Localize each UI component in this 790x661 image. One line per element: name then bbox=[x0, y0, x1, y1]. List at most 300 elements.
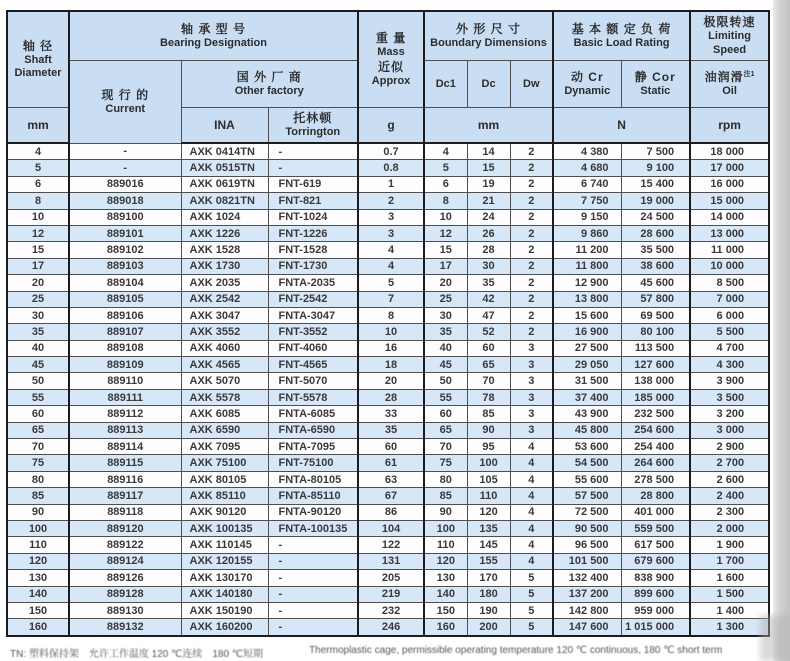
cell-dynamic-load: 29 050 bbox=[553, 357, 621, 373]
header-other-factory: 国 外 厂 商 Other factory bbox=[181, 61, 358, 108]
bearing-table bbox=[6, 10, 770, 637]
cell-ina-designation: AXK 110145 bbox=[181, 537, 268, 553]
header-basic-load-rating: 基 本 额 定 负 荷 Basic Load Rating bbox=[553, 11, 690, 61]
cell-torrington-designation: - bbox=[268, 160, 358, 176]
cell-dc: 21 bbox=[467, 193, 510, 209]
cell-static-load: 254 600 bbox=[621, 422, 690, 438]
cell-mass: 131 bbox=[358, 553, 424, 569]
cell-dc: 155 bbox=[467, 553, 510, 569]
cell-dynamic-load: 4 380 bbox=[553, 143, 621, 160]
table-row bbox=[7, 307, 769, 323]
footnote-left: TN: 塑料保持架 允许工作温度 120 ℃连续 180 ℃短期 bbox=[10, 649, 264, 660]
cell-mass: 28 bbox=[358, 389, 424, 405]
cell-current-designation: - bbox=[69, 143, 181, 160]
cell-torrington-designation: FNT-821 bbox=[268, 193, 358, 209]
cell-current-designation: 889018 bbox=[69, 193, 181, 209]
cell-dc1: 17 bbox=[424, 258, 467, 274]
unit-shaft-mm: mm bbox=[7, 108, 69, 144]
cell-torrington-designation: FNTA-90120 bbox=[268, 504, 358, 520]
cell-dynamic-load: 54 500 bbox=[553, 455, 621, 471]
cell-dc: 52 bbox=[467, 324, 510, 340]
cell-torrington-designation: FNTA-6085 bbox=[268, 406, 358, 422]
cell-current-designation: 889101 bbox=[69, 225, 181, 241]
cell-dw: 4 bbox=[510, 520, 553, 536]
cell-current-designation: 889128 bbox=[69, 586, 181, 602]
cell-static-load: 899 600 bbox=[621, 586, 690, 602]
cell-mass: 86 bbox=[358, 504, 424, 520]
cell-static-load: 127 600 bbox=[621, 357, 690, 373]
cell-shaft-diameter: 10 bbox=[7, 209, 69, 225]
cell-ina-designation: AXK 6590 bbox=[181, 422, 268, 438]
cell-torrington-designation: FNTA-7095 bbox=[268, 439, 358, 455]
cell-dw: 2 bbox=[510, 209, 553, 225]
cell-dynamic-load: 16 900 bbox=[553, 324, 621, 340]
table-row bbox=[7, 275, 769, 291]
cell-oil-speed: 3 200 bbox=[690, 406, 769, 422]
cell-dc: 19 bbox=[467, 176, 510, 192]
cell-shaft-diameter: 100 bbox=[7, 520, 69, 536]
cell-dw: 5 bbox=[510, 602, 553, 618]
cell-dc1: 12 bbox=[424, 225, 467, 241]
cell-static-load: 35 500 bbox=[621, 242, 690, 258]
cell-dc1: 15 bbox=[424, 242, 467, 258]
cell-dc1: 6 bbox=[424, 176, 467, 192]
cell-current-designation: 889132 bbox=[69, 619, 181, 636]
cell-dc: 95 bbox=[467, 439, 510, 455]
cell-shaft-diameter: 85 bbox=[7, 488, 69, 504]
cell-torrington-designation: - bbox=[268, 570, 358, 586]
cell-shaft-diameter: 20 bbox=[7, 275, 69, 291]
cell-shaft-diameter: 75 bbox=[7, 455, 69, 471]
cell-current-designation: 889112 bbox=[69, 406, 181, 422]
cell-oil-speed: 4 300 bbox=[690, 357, 769, 373]
cell-current-designation: 889117 bbox=[69, 488, 181, 504]
cell-dw: 3 bbox=[510, 357, 553, 373]
table-row bbox=[7, 455, 769, 471]
cell-mass: 61 bbox=[358, 455, 424, 471]
table-row bbox=[7, 471, 769, 487]
cell-oil-speed: 3 000 bbox=[690, 422, 769, 438]
cell-oil-speed: 8 500 bbox=[690, 275, 769, 291]
header-shaft-diameter: 轴 径 Shaft Diameter bbox=[7, 11, 69, 108]
cell-torrington-designation: FNTA-6590 bbox=[268, 422, 358, 438]
cell-mass: 3 bbox=[358, 225, 424, 241]
cell-dynamic-load: 11 200 bbox=[553, 242, 621, 258]
cell-dw: 2 bbox=[510, 225, 553, 241]
cell-dynamic-load: 27 500 bbox=[553, 340, 621, 356]
cell-dw: 3 bbox=[510, 340, 553, 356]
cell-oil-speed: 1 300 bbox=[690, 619, 769, 636]
cell-ina-designation: AXK 2035 bbox=[181, 275, 268, 291]
cell-dw: 4 bbox=[510, 537, 553, 553]
cell-torrington-designation: FNTA-3047 bbox=[268, 307, 358, 323]
cell-oil-speed: 2 400 bbox=[690, 488, 769, 504]
cell-ina-designation: AXK 7095 bbox=[181, 439, 268, 455]
cell-mass: 35 bbox=[358, 422, 424, 438]
cell-shaft-diameter: 65 bbox=[7, 422, 69, 438]
cell-torrington-designation: FNT-3552 bbox=[268, 324, 358, 340]
cell-ina-designation: AXK 0414TN bbox=[181, 143, 268, 160]
cell-dc: 24 bbox=[467, 209, 510, 225]
table-row bbox=[7, 176, 769, 192]
page-footnote bbox=[10, 645, 780, 660]
cell-shaft-diameter: 130 bbox=[7, 570, 69, 586]
cell-dw: 2 bbox=[510, 160, 553, 176]
cell-ina-designation: AXK 130170 bbox=[181, 570, 268, 586]
cell-dc: 110 bbox=[467, 488, 510, 504]
cell-torrington-designation: FNT-1730 bbox=[268, 258, 358, 274]
cell-oil-speed: 2 700 bbox=[690, 455, 769, 471]
cell-dc: 145 bbox=[467, 537, 510, 553]
cell-dw: 4 bbox=[510, 488, 553, 504]
cell-dc: 105 bbox=[467, 471, 510, 487]
cell-mass: 7 bbox=[358, 291, 424, 307]
cell-dc: 78 bbox=[467, 389, 510, 405]
cell-mass: 5 bbox=[358, 275, 424, 291]
cell-torrington-designation: - bbox=[268, 586, 358, 602]
cell-dynamic-load: 90 500 bbox=[553, 520, 621, 536]
cell-torrington-designation: FNTA-80105 bbox=[268, 471, 358, 487]
cell-static-load: 1 015 000 bbox=[621, 619, 690, 636]
cell-dc: 120 bbox=[467, 504, 510, 520]
cell-shaft-diameter: 55 bbox=[7, 389, 69, 405]
cell-oil-speed: 10 000 bbox=[690, 258, 769, 274]
cell-dc1: 90 bbox=[424, 504, 467, 520]
cell-dc1: 20 bbox=[424, 275, 467, 291]
cell-ina-designation: AXK 1024 bbox=[181, 209, 268, 225]
cell-oil-speed: 15 000 bbox=[690, 193, 769, 209]
cell-oil-speed: 2 600 bbox=[690, 471, 769, 487]
cell-torrington-designation: FNT-1024 bbox=[268, 209, 358, 225]
cell-dc1: 40 bbox=[424, 340, 467, 356]
cell-oil-speed: 1 500 bbox=[690, 586, 769, 602]
cell-dc: 65 bbox=[467, 357, 510, 373]
cell-mass: 0.7 bbox=[358, 143, 424, 160]
cell-dc: 90 bbox=[467, 422, 510, 438]
cell-dw: 4 bbox=[510, 504, 553, 520]
cell-dc: 47 bbox=[467, 307, 510, 323]
table-row bbox=[7, 160, 769, 176]
table-row bbox=[7, 488, 769, 504]
table-row bbox=[7, 504, 769, 520]
cell-ina-designation: AXK 4060 bbox=[181, 340, 268, 356]
cell-current-designation: 889105 bbox=[69, 291, 181, 307]
cell-oil-speed: 1 600 bbox=[690, 570, 769, 586]
cell-dynamic-load: 72 500 bbox=[553, 504, 621, 520]
cell-dc1: 75 bbox=[424, 455, 467, 471]
cell-oil-speed: 2 000 bbox=[690, 520, 769, 536]
cell-static-load: 254 400 bbox=[621, 439, 690, 455]
table-row bbox=[7, 406, 769, 422]
cell-torrington-designation: FNT-4565 bbox=[268, 357, 358, 373]
cell-mass: 0.8 bbox=[358, 160, 424, 176]
cell-dc1: 130 bbox=[424, 570, 467, 586]
header-mass-approx: 重 量 Mass 近似 Approx bbox=[358, 11, 424, 108]
table-row bbox=[7, 553, 769, 569]
header-ina: INA bbox=[181, 108, 268, 144]
cell-dc: 15 bbox=[467, 160, 510, 176]
cell-oil-speed: 4 700 bbox=[690, 340, 769, 356]
cell-torrington-designation: FNTA-100135 bbox=[268, 520, 358, 536]
cell-mass: 20 bbox=[358, 373, 424, 389]
cell-torrington-designation: FNT-619 bbox=[268, 176, 358, 192]
cell-ina-designation: AXK 120155 bbox=[181, 553, 268, 569]
cell-dc1: 140 bbox=[424, 586, 467, 602]
table-body bbox=[7, 143, 769, 636]
cell-shaft-diameter: 150 bbox=[7, 602, 69, 618]
cell-static-load: 232 500 bbox=[621, 406, 690, 422]
cell-current-designation: 889102 bbox=[69, 242, 181, 258]
cell-current-designation: 889116 bbox=[69, 471, 181, 487]
cell-dc: 35 bbox=[467, 275, 510, 291]
cell-shaft-diameter: 15 bbox=[7, 242, 69, 258]
cell-dc1: 110 bbox=[424, 537, 467, 553]
cell-current-designation: 889114 bbox=[69, 439, 181, 455]
cell-static-load: 38 600 bbox=[621, 258, 690, 274]
cell-static-load: 559 500 bbox=[621, 520, 690, 536]
cell-shaft-diameter: 110 bbox=[7, 537, 69, 553]
cell-static-load: 80 100 bbox=[621, 324, 690, 340]
cell-dc1: 45 bbox=[424, 357, 467, 373]
unit-load-n: N bbox=[553, 108, 690, 144]
cell-current-designation: 889113 bbox=[69, 422, 181, 438]
cell-dw: 2 bbox=[510, 242, 553, 258]
footnote-marker: 注1 bbox=[743, 70, 755, 78]
cell-dc1: 100 bbox=[424, 520, 467, 536]
cell-dc1: 80 bbox=[424, 471, 467, 487]
cell-static-load: 15 400 bbox=[621, 176, 690, 192]
cell-dc1: 60 bbox=[424, 406, 467, 422]
cell-dynamic-load: 132 400 bbox=[553, 570, 621, 586]
unit-dimensions-mm: mm bbox=[424, 108, 553, 144]
cell-dw: 4 bbox=[510, 553, 553, 569]
cell-mass: 205 bbox=[358, 570, 424, 586]
cell-dw: 4 bbox=[510, 439, 553, 455]
cell-ina-designation: AXK 0515TN bbox=[181, 160, 268, 176]
cell-current-designation: 889107 bbox=[69, 324, 181, 340]
cell-dc: 28 bbox=[467, 242, 510, 258]
cell-shaft-diameter: 8 bbox=[7, 193, 69, 209]
header-dc1: Dc1 bbox=[424, 61, 467, 108]
cell-shaft-diameter: 70 bbox=[7, 439, 69, 455]
cell-dc1: 120 bbox=[424, 553, 467, 569]
cell-dw: 2 bbox=[510, 193, 553, 209]
cell-mass: 122 bbox=[358, 537, 424, 553]
cell-dw: 2 bbox=[510, 307, 553, 323]
cell-oil-speed: 17 000 bbox=[690, 160, 769, 176]
header-static-cor: 静 Cor Static bbox=[621, 61, 690, 108]
cell-current-designation: 889103 bbox=[69, 258, 181, 274]
cell-oil-speed: 1 900 bbox=[690, 537, 769, 553]
cell-dynamic-load: 147 600 bbox=[553, 619, 621, 636]
cell-dw: 3 bbox=[510, 389, 553, 405]
cell-torrington-designation: FNT-1528 bbox=[268, 242, 358, 258]
cell-ina-designation: AXK 0619TN bbox=[181, 176, 268, 192]
cell-shaft-diameter: 120 bbox=[7, 553, 69, 569]
cell-static-load: 959 000 bbox=[621, 602, 690, 618]
cell-dynamic-load: 4 680 bbox=[553, 160, 621, 176]
cell-torrington-designation: FNT-4060 bbox=[268, 340, 358, 356]
cell-shaft-diameter: 35 bbox=[7, 324, 69, 340]
table-row bbox=[7, 602, 769, 618]
cell-oil-speed: 2 300 bbox=[690, 504, 769, 520]
cell-shaft-diameter: 4 bbox=[7, 143, 69, 160]
cell-dc1: 8 bbox=[424, 193, 467, 209]
cell-ina-designation: AXK 3552 bbox=[181, 324, 268, 340]
cell-ina-designation: AXK 4565 bbox=[181, 357, 268, 373]
cell-shaft-diameter: 12 bbox=[7, 225, 69, 241]
cell-dc: 30 bbox=[467, 258, 510, 274]
cell-static-load: 45 600 bbox=[621, 275, 690, 291]
cell-mass: 232 bbox=[358, 602, 424, 618]
cell-oil-speed: 5 500 bbox=[690, 324, 769, 340]
cell-dynamic-load: 9 150 bbox=[553, 209, 621, 225]
cell-oil-speed: 1 400 bbox=[690, 602, 769, 618]
cell-torrington-designation: FNTA-2035 bbox=[268, 275, 358, 291]
cell-dw: 5 bbox=[510, 619, 553, 636]
table-row bbox=[7, 324, 769, 340]
cell-dc1: 160 bbox=[424, 619, 467, 636]
cell-dynamic-load: 9 860 bbox=[553, 225, 621, 241]
cell-dynamic-load: 11 800 bbox=[553, 258, 621, 274]
cell-dynamic-load: 55 600 bbox=[553, 471, 621, 487]
cell-ina-designation: AXK 1730 bbox=[181, 258, 268, 274]
cell-torrington-designation: FNTA-85110 bbox=[268, 488, 358, 504]
cell-static-load: 113 500 bbox=[621, 340, 690, 356]
table-row bbox=[7, 537, 769, 553]
cell-static-load: 679 600 bbox=[621, 553, 690, 569]
cell-dc1: 50 bbox=[424, 373, 467, 389]
cell-dynamic-load: 12 900 bbox=[553, 275, 621, 291]
header-limiting-speed: 极限转速 Limiting Speed bbox=[690, 11, 769, 61]
cell-static-load: 28 600 bbox=[621, 225, 690, 241]
header-current: 现 行 的 Current bbox=[69, 61, 181, 144]
cell-dynamic-load: 6 740 bbox=[553, 176, 621, 192]
cell-dc1: 5 bbox=[424, 160, 467, 176]
cell-current-designation: 889100 bbox=[69, 209, 181, 225]
cell-static-load: 185 000 bbox=[621, 389, 690, 405]
cell-dc: 70 bbox=[467, 373, 510, 389]
cell-current-designation: 889106 bbox=[69, 307, 181, 323]
cell-current-designation: 889122 bbox=[69, 537, 181, 553]
cell-shaft-diameter: 40 bbox=[7, 340, 69, 356]
cell-current-designation: 889108 bbox=[69, 340, 181, 356]
cell-dynamic-load: 37 400 bbox=[553, 389, 621, 405]
cell-torrington-designation: FNT-5578 bbox=[268, 389, 358, 405]
cell-shaft-diameter: 45 bbox=[7, 357, 69, 373]
cell-oil-speed: 13 000 bbox=[690, 225, 769, 241]
cell-shaft-diameter: 30 bbox=[7, 307, 69, 323]
cell-dc: 85 bbox=[467, 406, 510, 422]
cell-dynamic-load: 7 750 bbox=[553, 193, 621, 209]
cell-ina-designation: AXK 2542 bbox=[181, 291, 268, 307]
cell-dw: 3 bbox=[510, 422, 553, 438]
cell-dw: 5 bbox=[510, 586, 553, 602]
cell-static-load: 9 100 bbox=[621, 160, 690, 176]
cell-dw: 3 bbox=[510, 406, 553, 422]
cell-ina-designation: AXK 1528 bbox=[181, 242, 268, 258]
cell-shaft-diameter: 60 bbox=[7, 406, 69, 422]
cell-static-load: 838 900 bbox=[621, 570, 690, 586]
cell-dynamic-load: 137 200 bbox=[553, 586, 621, 602]
cell-dc: 190 bbox=[467, 602, 510, 618]
cell-dc: 200 bbox=[467, 619, 510, 636]
cell-oil-speed: 2 900 bbox=[690, 439, 769, 455]
table-row bbox=[7, 209, 769, 225]
cell-dynamic-load: 53 600 bbox=[553, 439, 621, 455]
table-row bbox=[7, 143, 769, 160]
table-row bbox=[7, 389, 769, 405]
table-row bbox=[7, 586, 769, 602]
table-row bbox=[7, 225, 769, 241]
cell-shaft-diameter: 80 bbox=[7, 471, 69, 487]
unit-speed-rpm: rpm bbox=[690, 108, 769, 144]
cell-oil-speed: 16 000 bbox=[690, 176, 769, 192]
cell-dw: 4 bbox=[510, 471, 553, 487]
cell-static-load: 401 000 bbox=[621, 504, 690, 520]
cell-static-load: 138 000 bbox=[621, 373, 690, 389]
cell-dynamic-load: 96 500 bbox=[553, 537, 621, 553]
table-header bbox=[7, 11, 769, 143]
cell-current-designation: 889109 bbox=[69, 357, 181, 373]
page-scan-corner bbox=[760, 615, 790, 661]
cell-dc: 60 bbox=[467, 340, 510, 356]
cell-torrington-designation: FNT-75100 bbox=[268, 455, 358, 471]
cell-dc1: 55 bbox=[424, 389, 467, 405]
cell-dynamic-load: 45 800 bbox=[553, 422, 621, 438]
cell-shaft-diameter: 50 bbox=[7, 373, 69, 389]
cell-dc1: 70 bbox=[424, 439, 467, 455]
cell-mass: 60 bbox=[358, 439, 424, 455]
cell-current-designation: - bbox=[69, 160, 181, 176]
cell-dc: 180 bbox=[467, 586, 510, 602]
cell-oil-speed: 18 000 bbox=[690, 143, 769, 160]
cell-current-designation: 889016 bbox=[69, 176, 181, 192]
cell-mass: 246 bbox=[358, 619, 424, 636]
cell-dw: 3 bbox=[510, 373, 553, 389]
cell-static-load: 24 500 bbox=[621, 209, 690, 225]
cell-dynamic-load: 13 800 bbox=[553, 291, 621, 307]
cell-torrington-designation: - bbox=[268, 602, 358, 618]
cell-shaft-diameter: 160 bbox=[7, 619, 69, 636]
header-dc: Dc bbox=[467, 61, 510, 108]
header-dw: Dw bbox=[510, 61, 553, 108]
cell-dynamic-load: 43 900 bbox=[553, 406, 621, 422]
cell-dynamic-load: 31 500 bbox=[553, 373, 621, 389]
cell-ina-designation: AXK 140180 bbox=[181, 586, 268, 602]
cell-dc: 42 bbox=[467, 291, 510, 307]
cell-current-designation: 889104 bbox=[69, 275, 181, 291]
cell-dw: 2 bbox=[510, 258, 553, 274]
cell-current-designation: 889126 bbox=[69, 570, 181, 586]
cell-torrington-designation: - bbox=[268, 553, 358, 569]
cell-current-designation: 889124 bbox=[69, 553, 181, 569]
cell-dw: 2 bbox=[510, 275, 553, 291]
cell-mass: 2 bbox=[358, 193, 424, 209]
table-row bbox=[7, 258, 769, 274]
cell-dc1: 65 bbox=[424, 422, 467, 438]
cell-ina-designation: AXK 85110 bbox=[181, 488, 268, 504]
cell-mass: 1 bbox=[358, 176, 424, 192]
cell-static-load: 28 800 bbox=[621, 488, 690, 504]
cell-oil-speed: 3 900 bbox=[690, 373, 769, 389]
cell-static-load: 617 500 bbox=[621, 537, 690, 553]
cell-ina-designation: AXK 160200 bbox=[181, 619, 268, 636]
table-row bbox=[7, 242, 769, 258]
cell-mass: 63 bbox=[358, 471, 424, 487]
cell-dynamic-load: 57 500 bbox=[553, 488, 621, 504]
cell-dynamic-load: 15 600 bbox=[553, 307, 621, 323]
